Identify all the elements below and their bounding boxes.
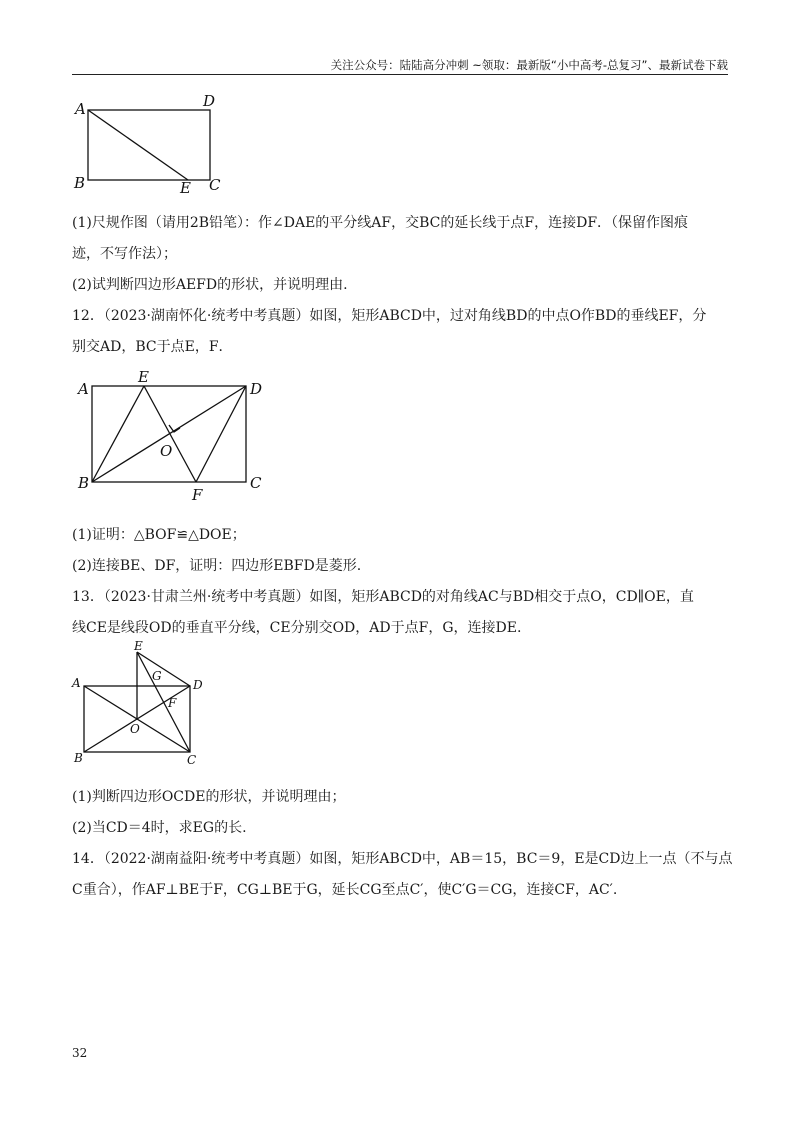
q14-stem-line2: C重合），作AF⊥BE于F，CG⊥BE于G，延长CG至点C′，使C′G＝CG，连接CF，AC′.: [72, 882, 618, 898]
fig2-right-angle-mark: [169, 425, 180, 432]
q13-stem-line1: 13．（2023·甘肃兰州·统考中考真题）如图，矩形ABCD的对角线AC与BD相交于点O，CD∥OE，直: [72, 589, 694, 605]
fig1-label-c: C: [209, 176, 221, 194]
fig2-label-c: C: [250, 474, 262, 492]
figure-rectangle-abcd-3: [72, 640, 212, 770]
q12-stem-line1: 12．（2023·湖南怀化·统考中考真题）如图，矩形ABCD中，过对角线BD的中点O作BD的垂线EF，分: [72, 308, 707, 324]
q11-part1-line2: 迹，不写作法）；: [72, 246, 177, 262]
figure-rectangle-abcd-1: [72, 94, 232, 200]
fig2-label-d: D: [250, 380, 263, 398]
fig2-segment-fd: [196, 386, 246, 482]
fig2-label-o: O: [160, 442, 173, 460]
fig1-label-b: B: [74, 174, 86, 192]
fig2-label-f: F: [192, 486, 203, 504]
fig3-label-g: G: [152, 669, 162, 683]
fig2-label-b: B: [78, 474, 90, 492]
fig2-segment-ef: [144, 386, 196, 482]
fig3-label-d: D: [193, 678, 203, 692]
fig1-label-d: D: [203, 92, 216, 110]
page-header: 关注公众号：陆陆高分冲刺 ~领取：最新版“小中高考-总复习”、最新试卷下载: [330, 58, 728, 72]
q13-part1: (1)判断四边形OCDE的形状，并说明理由；: [72, 789, 346, 805]
q11-part2: (2)试判断四边形AEFD的形状，并说明理由.: [72, 277, 348, 293]
q11-part1-line1: (1)尺规作图（请用2B铅笔）：作∠DAE的平分线AF，交BC的延长线于点F，连接DF．（保留作图痕: [72, 215, 689, 231]
fig1-rectangle: [88, 110, 210, 180]
q13-stem-line2: 线CE是线段OD的垂直平分线，CE分别交OD，AD于点F，G，连接DE.: [72, 620, 522, 636]
page-number: 32: [72, 1046, 88, 1060]
fig1-label-a: A: [75, 100, 86, 118]
fig2-diagonal-bd: [92, 386, 246, 482]
q14-stem-line1: 14．（2022·湖南益阳·统考中考真题）如图，矩形ABCD中，AB＝15，BC＝9，E是CD边上一点（不与点: [72, 851, 733, 867]
fig1-segment-ae: [88, 110, 188, 180]
fig3-segment-ed: [137, 652, 190, 686]
fig3-label-a: A: [72, 676, 81, 690]
fig3-segment-ec: [137, 652, 190, 752]
fig3-label-b: B: [74, 751, 83, 765]
fig2-segment-be: [92, 386, 144, 482]
q12-stem-line2: 别交AD，BC于点E，F．: [72, 339, 233, 355]
q12-part2: (2)连接BE、DF，证明：四边形EBFD是菱形.: [72, 558, 362, 574]
fig1-label-e: E: [180, 179, 191, 197]
fig2-label-a: A: [78, 380, 89, 398]
fig3-label-e: E: [134, 639, 143, 653]
q12-part1: (1)证明：△BOF≌△DOE；: [72, 527, 246, 543]
fig3-label-f: F: [168, 696, 177, 710]
fig2-label-e: E: [138, 368, 149, 386]
q13-part2: (2)当CD＝4时，求EG的长.: [72, 820, 247, 836]
header-rule: [72, 74, 728, 75]
fig3-label-o: O: [130, 722, 140, 736]
figure-rectangle-abcd-2: [72, 366, 272, 506]
fig3-label-c: C: [187, 753, 197, 767]
